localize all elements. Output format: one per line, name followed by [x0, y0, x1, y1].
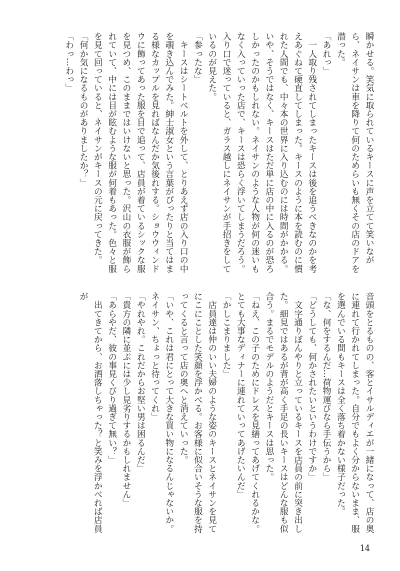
lower-text-block: 音頭をとるものの、客とイサルディエが一緒になって、店の奥に連れて行かれてしまった。自分でもよく分からないまま、服を選んでいる間もキースは全く落ち着かない様子だった。 「な、何をするんだ…荷物運びなら手伝うから」 「どうしても、何かされたいというわけですか」 文字通りぼんやりと立っているキースを店員の前に突き出した。細見ではあるが背が高く手足の長いキースはどんな服も似合う。まるでモデルのようだとキースは思った。 「ねえ、この子のためにドレスを見繕ってあげてくれるかな。とても大事なディナーに連れていってあげたいんだ」 「かしこまりました」 店員達は仲のいい夫婦のような姿のキースとネイサンを見てにこにことした笑顔を浮かべる。お客様に似合いそうな服を持ってくると言って店の奥へと消えていった。 「いや、これは君にとって大きな買い物になるんじゃないか。ネイサン、ちょっと待ってくれ」 「やれやれ。これだからお堅い男は困るんだ」 「貴方の隣に並ぶには少し見劣りするかもしれません」 「あらやだ、彼の事見くびり過ぎて無い？」 出てきてから、お洒落しちゃった？と笑みを浮かべれば店員が: [78, 292, 374, 533]
page-number: 14: [359, 544, 370, 553]
upper-text-block: 瞬かせる。笑気に取られているキースに声を立てて笑いながら、ネイサンは車を降りて何のためらいも無くその店のドアを潜った。 「あれっ」 一人取り残されてしまったキースは後を追うべきなのかを考えあぐねて硬直してしまった。キースのように本を読むのに慣れた人間でも、中々本の世界に入り込むのには時間がかかる。いや、そうではなく、キースはただ単に店の中に入るのが恐ろしかったのかもしれない。ネイサンのような人物が何の迷いもなく入っていった店で、キースは恐らく浮いてしまうだろう。入り口で迷っていると、ガラス越しにネイサンが手招きをしているのが見えた。 「参ったな」 キースはシートベルトを外して、とりあえず店の入り口の中を覗き込んでみた。紳士淑女という言葉がぴったりと当てはまる様なカップルを見ればなんだか気後れする。ショウウィンドウに飾ってあった服を目で追って、店員が着ているシックな服を見つめ、このままではいけないと思った。沢山の衣服が飾られていて、中には目が眩むような服が何着もあった。色々と服を見て回っていると、ネイサンがキースの元に戻ってきた。 「何か気になるものがありましたか？」 「わっ…わっ」: [63, 32, 374, 273]
